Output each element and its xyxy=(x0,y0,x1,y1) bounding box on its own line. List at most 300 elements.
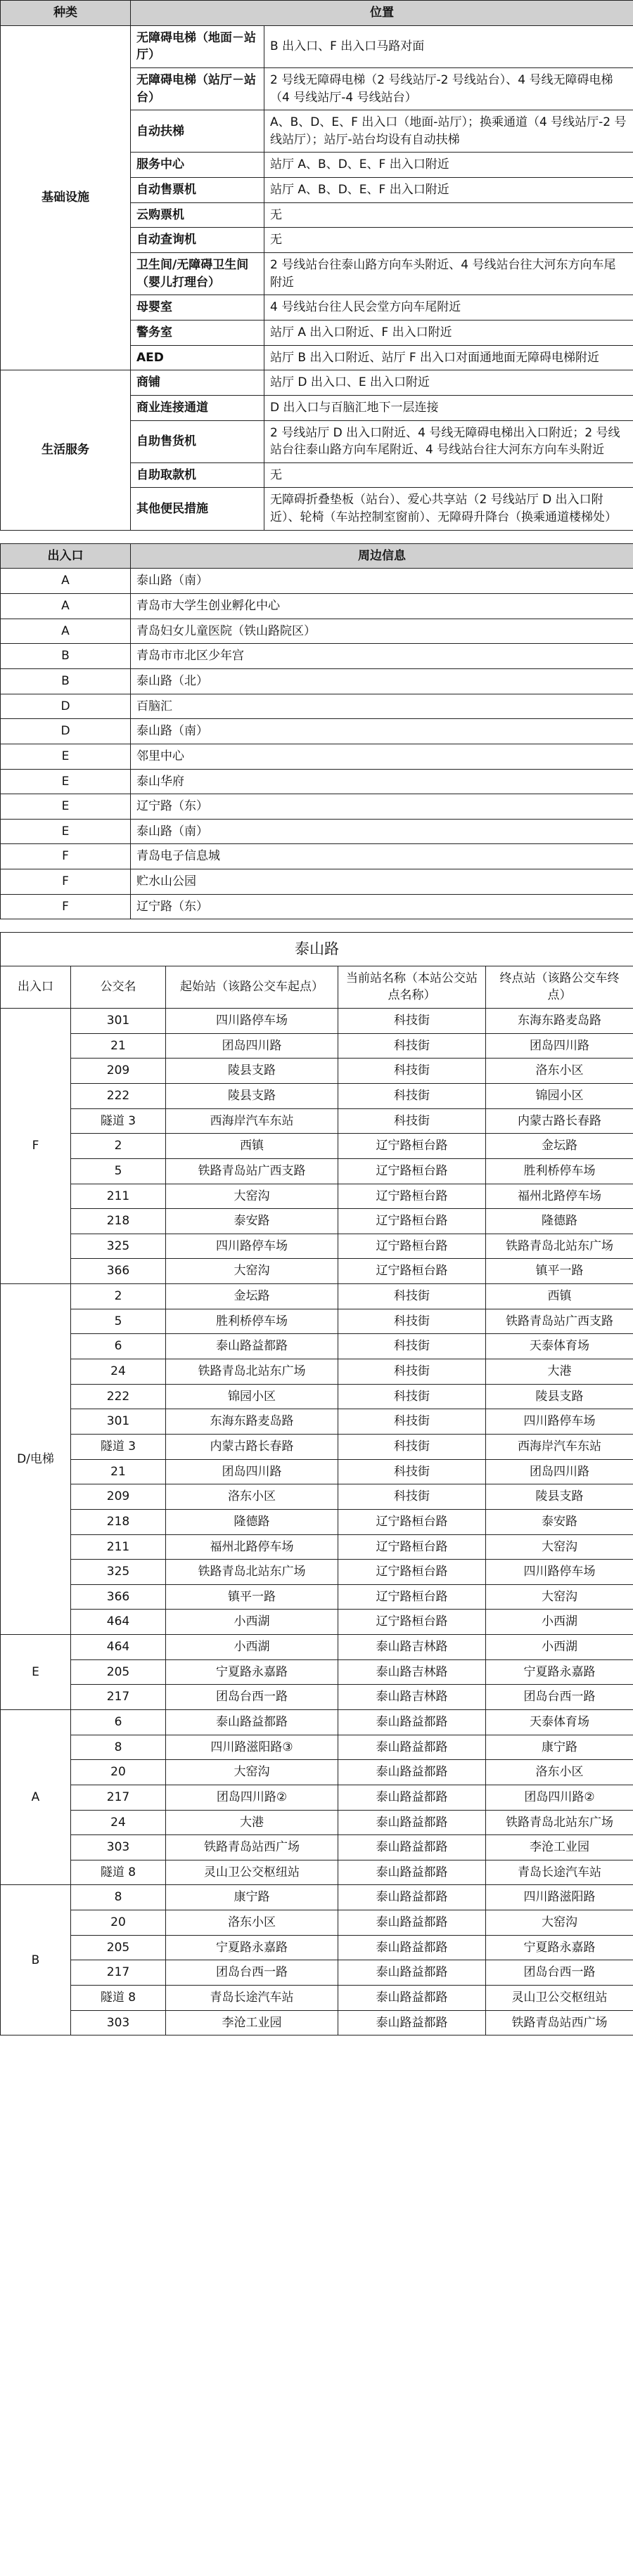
bus-start: 泰山路益都路 xyxy=(166,1710,338,1735)
bus-line: 303 xyxy=(71,2010,166,2035)
bus-end: 团岛四川路② xyxy=(486,1785,633,1810)
bus-line: 隧道 8 xyxy=(71,1986,166,2011)
facility-location: 站厅 A、B、D、E、F 出入口附近 xyxy=(264,178,633,203)
bus-end: 陵县支路 xyxy=(486,1384,633,1409)
surrounding-info: 青岛电子信息城 xyxy=(131,844,633,869)
bus-start: 青岛长途汽车站 xyxy=(166,1986,338,2011)
bus-line: 464 xyxy=(71,1635,166,1660)
bus-line: 2 xyxy=(71,1134,166,1159)
surrounding-exit: E xyxy=(1,744,131,769)
facility-name: 自助取款机 xyxy=(131,462,264,488)
spacer xyxy=(0,531,633,543)
bus-current: 泰山路益都路 xyxy=(338,1835,486,1860)
bus-header-exit: 出入口 xyxy=(1,966,71,1008)
facility-row xyxy=(1,370,633,396)
bus-row xyxy=(1,1760,633,1785)
bus-current: 科技街 xyxy=(338,1059,486,1084)
bus-end: 灵山卫公交枢纽站 xyxy=(486,1986,633,2011)
bus-current: 辽宁路桓台路 xyxy=(338,1209,486,1234)
bus-current: 科技街 xyxy=(338,1359,486,1385)
facilities-table xyxy=(0,0,633,531)
bus-row xyxy=(1,1359,633,1385)
bus-end: 四川路停车场 xyxy=(486,1409,633,1435)
bus-end: 青岛长途汽车站 xyxy=(486,1860,633,1885)
spacer xyxy=(0,919,633,932)
bus-end: 金坛路 xyxy=(486,1134,633,1159)
bus-exit: A xyxy=(1,1710,71,1885)
bus-end: 陵县支路 xyxy=(486,1484,633,1510)
bus-line: 2 xyxy=(71,1284,166,1309)
bus-start: 泰山路益都路 xyxy=(166,1334,338,1359)
bus-line: 366 xyxy=(71,1584,166,1610)
bus-row xyxy=(1,1484,633,1510)
bus-line: 303 xyxy=(71,1835,166,1860)
bus-current: 科技街 xyxy=(338,1009,486,1034)
facility-name: 自助售货机 xyxy=(131,420,264,462)
bus-current: 泰山路益都路 xyxy=(338,1735,486,1760)
surrounding-row xyxy=(1,644,633,669)
bus-exit: B xyxy=(1,1885,71,2035)
bus-start: 铁路青岛站西广场 xyxy=(166,1835,338,1860)
surrounding-exit: E xyxy=(1,794,131,820)
bus-row xyxy=(1,1134,633,1159)
bus-header-line: 公交名 xyxy=(71,966,166,1008)
facilities-header-row xyxy=(1,1,633,26)
facility-location: 站厅 B 出入口附近、站厅 F 出入口对面通地面无障碍电梯附近 xyxy=(264,345,633,370)
bus-start: 团岛四川路 xyxy=(166,1459,338,1484)
bus-line: 24 xyxy=(71,1359,166,1385)
bus-end: 四川路滋阳路 xyxy=(486,1885,633,1910)
bus-line: 222 xyxy=(71,1083,166,1108)
bus-row xyxy=(1,1635,633,1660)
bus-end: 胜利桥停车场 xyxy=(486,1158,633,1184)
surrounding-info: 泰山路（南） xyxy=(131,819,633,844)
bus-line: 211 xyxy=(71,1534,166,1560)
bus-line: 217 xyxy=(71,1785,166,1810)
surrounding-row xyxy=(1,619,633,644)
facility-name: 无障碍电梯（地面－站厅） xyxy=(131,25,264,67)
surrounding-row xyxy=(1,819,633,844)
bus-line: 301 xyxy=(71,1409,166,1435)
bus-end: 大窑沟 xyxy=(486,1910,633,1936)
facility-location: 2 号线站厅 D 出入口附近、4 号线无障碍电梯出入口附近；2 号线站台往泰山路方向车尾附近、4 号线站台往大河东方向车头附近 xyxy=(264,420,633,462)
bus-line: 366 xyxy=(71,1259,166,1284)
bus-line: 6 xyxy=(71,1710,166,1735)
facility-category: 基础设施 xyxy=(1,25,131,370)
bus-row xyxy=(1,1384,633,1409)
bus-current: 泰山路吉林路 xyxy=(338,1685,486,1710)
surrounding-row xyxy=(1,719,633,744)
bus-exit: E xyxy=(1,1635,71,1710)
header-exit: 出入口 xyxy=(1,543,131,569)
bus-line: 5 xyxy=(71,1158,166,1184)
bus-current: 泰山路益都路 xyxy=(338,1986,486,2011)
bus-end: 李沧工业园 xyxy=(486,1835,633,1860)
bus-line: 8 xyxy=(71,1885,166,1910)
surrounding-exit: F xyxy=(1,894,131,919)
bus-line: 209 xyxy=(71,1059,166,1084)
facility-location: 2 号线无障碍电梯（2 号线站厅-2 号线站台）、4 号线无障碍电梯（4 号线站厅-4 号线站台） xyxy=(264,67,633,110)
bus-start: 西海岸汽车东站 xyxy=(166,1108,338,1134)
bus-row xyxy=(1,1108,633,1134)
bus-row xyxy=(1,1835,633,1860)
bus-row xyxy=(1,2010,633,2035)
surrounding-info: 泰山路（南） xyxy=(131,719,633,744)
bus-line: 20 xyxy=(71,1760,166,1785)
header-category: 种类 xyxy=(1,1,131,26)
bus-start: 小西湖 xyxy=(166,1635,338,1660)
facility-location: B 出入口、F 出入口马路对面 xyxy=(264,25,633,67)
bus-end: 宁夏路永嘉路 xyxy=(486,1935,633,1960)
bus-row xyxy=(1,1935,633,1960)
bus-start: 四川路停车场 xyxy=(166,1009,338,1034)
bus-current: 辽宁路桓台路 xyxy=(338,1134,486,1159)
surrounding-exit: B xyxy=(1,644,131,669)
bus-line: 8 xyxy=(71,1735,166,1760)
bus-start: 团岛四川路 xyxy=(166,1033,338,1059)
bus-title: 泰山路 xyxy=(1,933,633,966)
bus-current: 辽宁路桓台路 xyxy=(338,1509,486,1534)
bus-line: 209 xyxy=(71,1484,166,1510)
bus-end: 小西湖 xyxy=(486,1610,633,1635)
surrounding-exit: F xyxy=(1,869,131,895)
surrounding-exit: E xyxy=(1,769,131,794)
surrounding-exit: E xyxy=(1,819,131,844)
bus-line: 218 xyxy=(71,1509,166,1534)
bus-line: 325 xyxy=(71,1234,166,1259)
bus-end: 康宁路 xyxy=(486,1735,633,1760)
bus-end: 洛东小区 xyxy=(486,1760,633,1785)
bus-row xyxy=(1,1960,633,1986)
bus-end: 宁夏路永嘉路 xyxy=(486,1659,633,1685)
bus-current: 泰山路益都路 xyxy=(338,1810,486,1835)
facility-name: 自动扶梯 xyxy=(131,110,264,153)
bus-line: 隧道 8 xyxy=(71,1860,166,1885)
bus-end: 团岛台西一路 xyxy=(486,1960,633,1986)
bus-current: 辽宁路桓台路 xyxy=(338,1584,486,1610)
bus-end: 小西湖 xyxy=(486,1635,633,1660)
facility-name: 卫生间/无障碍卫生间（婴儿打理台） xyxy=(131,253,264,295)
facility-category: 生活服务 xyxy=(1,370,131,530)
bus-end: 福州北路停车场 xyxy=(486,1184,633,1209)
bus-current: 泰山路益都路 xyxy=(338,1760,486,1785)
bus-row xyxy=(1,1259,633,1284)
bus-line: 222 xyxy=(71,1384,166,1409)
bus-exit: F xyxy=(1,1009,71,1284)
bus-row xyxy=(1,1033,633,1059)
facility-name: 自动售票机 xyxy=(131,178,264,203)
bus-row xyxy=(1,1610,633,1635)
surrounding-row xyxy=(1,769,633,794)
bus-start: 洛东小区 xyxy=(166,1910,338,1936)
facility-location: 无 xyxy=(264,228,633,253)
bus-start: 内蒙古路长春路 xyxy=(166,1434,338,1459)
bus-current: 泰山路益都路 xyxy=(338,1710,486,1735)
bus-current: 辽宁路桓台路 xyxy=(338,1610,486,1635)
bus-end: 四川路停车场 xyxy=(486,1560,633,1585)
surrounding-info: 青岛妇女儿童医院（铁山路院区） xyxy=(131,619,633,644)
bus-row xyxy=(1,1184,633,1209)
bus-body xyxy=(1,1009,633,2035)
bus-current: 泰山路益都路 xyxy=(338,1860,486,1885)
bus-start: 大港 xyxy=(166,1810,338,1835)
bus-line: 隧道 3 xyxy=(71,1434,166,1459)
bus-start: 陵县支路 xyxy=(166,1059,338,1084)
bus-line: 21 xyxy=(71,1459,166,1484)
bus-row xyxy=(1,1560,633,1585)
bus-current: 辽宁路桓台路 xyxy=(338,1560,486,1585)
bus-row xyxy=(1,1685,633,1710)
bus-line: 5 xyxy=(71,1309,166,1334)
bus-end: 铁路青岛北站东广场 xyxy=(486,1234,633,1259)
bus-current: 泰山路益都路 xyxy=(338,1935,486,1960)
bus-start: 团岛台西一路 xyxy=(166,1960,338,1986)
bus-start: 灵山卫公交枢纽站 xyxy=(166,1860,338,1885)
surrounding-exit: B xyxy=(1,668,131,694)
bus-start: 泰安路 xyxy=(166,1209,338,1234)
bus-end: 镇平一路 xyxy=(486,1259,633,1284)
bus-end: 洛东小区 xyxy=(486,1059,633,1084)
facility-name: 母婴室 xyxy=(131,295,264,321)
bus-start: 东海东路麦岛路 xyxy=(166,1409,338,1435)
bus-line: 21 xyxy=(71,1033,166,1059)
surrounding-info: 贮水山公园 xyxy=(131,869,633,895)
bus-current: 科技街 xyxy=(338,1033,486,1059)
bus-header-current: 当前站名称（本站公交站点名称） xyxy=(338,966,486,1008)
facility-name: 警务室 xyxy=(131,320,264,345)
bus-line: 6 xyxy=(71,1334,166,1359)
bus-start: 金坛路 xyxy=(166,1284,338,1309)
bus-end: 铁路青岛站广西支路 xyxy=(486,1309,633,1334)
facility-name: 商业连接通道 xyxy=(131,395,264,420)
surrounding-exit: A xyxy=(1,594,131,619)
bus-line: 205 xyxy=(71,1935,166,1960)
surrounding-info: 泰山路（南） xyxy=(131,569,633,594)
surrounding-info: 辽宁路（东） xyxy=(131,894,633,919)
surrounding-info: 辽宁路（东） xyxy=(131,794,633,820)
bus-end: 大港 xyxy=(486,1359,633,1385)
surrounding-exit: A xyxy=(1,569,131,594)
bus-current: 科技街 xyxy=(338,1484,486,1510)
bus-current: 辽宁路桓台路 xyxy=(338,1184,486,1209)
bus-start: 隆德路 xyxy=(166,1509,338,1534)
bus-end: 泰安路 xyxy=(486,1509,633,1534)
bus-current: 泰山路益都路 xyxy=(338,1960,486,1986)
bus-start: 福州北路停车场 xyxy=(166,1534,338,1560)
bus-current: 泰山路益都路 xyxy=(338,2010,486,2035)
bus-line: 218 xyxy=(71,1209,166,1234)
surrounding-row xyxy=(1,844,633,869)
facilities-header xyxy=(1,1,633,26)
bus-current: 泰山路益都路 xyxy=(338,1910,486,1936)
bus-row xyxy=(1,1885,633,1910)
bus-start: 锦园小区 xyxy=(166,1384,338,1409)
bus-start: 四川路停车场 xyxy=(166,1234,338,1259)
surrounding-row xyxy=(1,894,633,919)
bus-row xyxy=(1,1309,633,1334)
bus-end: 铁路青岛北站东广场 xyxy=(486,1810,633,1835)
surroundings-header-row xyxy=(1,543,633,569)
bus-row xyxy=(1,1083,633,1108)
bus-current: 科技街 xyxy=(338,1434,486,1459)
surrounding-info: 泰山华府 xyxy=(131,769,633,794)
bus-row xyxy=(1,1334,633,1359)
facility-name: 商铺 xyxy=(131,370,264,396)
header-info: 周边信息 xyxy=(131,543,633,569)
bus-line: 301 xyxy=(71,1009,166,1034)
surrounding-info: 邻里中心 xyxy=(131,744,633,769)
bus-row xyxy=(1,1059,633,1084)
bus-current: 科技街 xyxy=(338,1384,486,1409)
bus-current: 泰山路吉林路 xyxy=(338,1635,486,1660)
facility-location: 站厅 D 出入口、E 出入口附近 xyxy=(264,370,633,396)
bus-row xyxy=(1,1910,633,1936)
bus-start: 宁夏路永嘉路 xyxy=(166,1659,338,1685)
bus-end: 天泰体育场 xyxy=(486,1710,633,1735)
bus-start: 大窑沟 xyxy=(166,1760,338,1785)
facility-name: 无障碍电梯（站厅－站台） xyxy=(131,67,264,110)
bus-header-row xyxy=(1,966,633,1008)
facility-name: 服务中心 xyxy=(131,153,264,178)
bus-line: 464 xyxy=(71,1610,166,1635)
bus-start: 团岛台西一路 xyxy=(166,1685,338,1710)
bus-line: 217 xyxy=(71,1685,166,1710)
bus-row xyxy=(1,1584,633,1610)
bus-end: 西海岸汽车东站 xyxy=(486,1434,633,1459)
surrounding-exit: A xyxy=(1,619,131,644)
bus-end: 团岛四川路 xyxy=(486,1459,633,1484)
bus-row xyxy=(1,1659,633,1685)
surrounding-row xyxy=(1,569,633,594)
bus-row xyxy=(1,1710,633,1735)
surrounding-exit: F xyxy=(1,844,131,869)
facility-location: 4 号线站台往人民会堂方向车尾附近 xyxy=(264,295,633,321)
facility-location: A、B、D、E、F 出入口（地面-站厅）；换乘通道（4 号线站厅-2 号线站厅）；站厅-站台均设有自动扶梯 xyxy=(264,110,633,153)
bus-row xyxy=(1,1785,633,1810)
bus-current: 辽宁路桓台路 xyxy=(338,1234,486,1259)
bus-current: 科技街 xyxy=(338,1284,486,1309)
facility-location: 无 xyxy=(264,202,633,228)
bus-end: 内蒙古路长春路 xyxy=(486,1108,633,1134)
bus-start: 西镇 xyxy=(166,1134,338,1159)
bus-row xyxy=(1,1509,633,1534)
surroundings-body xyxy=(1,569,633,919)
bus-row xyxy=(1,1860,633,1885)
bus-row xyxy=(1,1409,633,1435)
surroundings-table xyxy=(0,543,633,920)
surrounding-info: 青岛市大学生创业孵化中心 xyxy=(131,594,633,619)
bus-row xyxy=(1,1986,633,2011)
bus-end: 铁路青岛站西广场 xyxy=(486,2010,633,2035)
bus-end: 团岛台西一路 xyxy=(486,1685,633,1710)
bus-row xyxy=(1,1810,633,1835)
bus-current: 辽宁路桓台路 xyxy=(338,1259,486,1284)
bus-end: 大窑沟 xyxy=(486,1584,633,1610)
bus-start: 大窑沟 xyxy=(166,1259,338,1284)
facility-location: 2 号线站台往泰山路方向车头附近、4 号线站台往大河东方向车尾附近 xyxy=(264,253,633,295)
bus-end: 西镇 xyxy=(486,1284,633,1309)
bus-start: 铁路青岛站广西支路 xyxy=(166,1158,338,1184)
surrounding-row xyxy=(1,694,633,719)
bus-row xyxy=(1,1534,633,1560)
facility-name: AED xyxy=(131,345,264,370)
bus-current: 科技街 xyxy=(338,1108,486,1134)
bus-start: 镇平一路 xyxy=(166,1584,338,1610)
bus-row xyxy=(1,1459,633,1484)
header-location: 位置 xyxy=(131,1,633,26)
bus-current: 辽宁路桓台路 xyxy=(338,1534,486,1560)
bus-line: 24 xyxy=(71,1810,166,1835)
bus-title-row xyxy=(1,933,633,966)
facilities-body xyxy=(1,25,633,530)
facility-location: 站厅 A、B、D、E、F 出入口附近 xyxy=(264,153,633,178)
bus-end: 东海东路麦岛路 xyxy=(486,1009,633,1034)
surrounding-row xyxy=(1,594,633,619)
bus-start: 铁路青岛北站东广场 xyxy=(166,1560,338,1585)
bus-current: 泰山路吉林路 xyxy=(338,1659,486,1685)
facility-location: D 出入口与百脑汇地下一层连接 xyxy=(264,395,633,420)
facility-name: 自动查询机 xyxy=(131,228,264,253)
facility-location: 无障碍折叠垫板（站台）、爱心共享站（2 号线站厅 D 出入口附近）、轮椅（车站控制室窗前）、无障碍升降台（换乘通道楼梯处） xyxy=(264,488,633,530)
bus-line: 隧道 3 xyxy=(71,1108,166,1134)
surrounding-info: 泰山路（北） xyxy=(131,668,633,694)
bus-start: 大窑沟 xyxy=(166,1184,338,1209)
bus-line: 205 xyxy=(71,1659,166,1685)
bus-current: 科技街 xyxy=(338,1334,486,1359)
bus-current: 科技街 xyxy=(338,1459,486,1484)
bus-start: 宁夏路永嘉路 xyxy=(166,1935,338,1960)
bus-line: 211 xyxy=(71,1184,166,1209)
bus-start: 铁路青岛北站东广场 xyxy=(166,1359,338,1385)
bus-end: 天泰体育场 xyxy=(486,1334,633,1359)
bus-row xyxy=(1,1434,633,1459)
bus-current: 辽宁路桓台路 xyxy=(338,1158,486,1184)
surrounding-row xyxy=(1,744,633,769)
bus-start: 胜利桥停车场 xyxy=(166,1309,338,1334)
bus-current: 泰山路益都路 xyxy=(338,1885,486,1910)
surrounding-row xyxy=(1,794,633,820)
bus-current: 科技街 xyxy=(338,1409,486,1435)
bus-header-start: 起始站（该路公交车起点） xyxy=(166,966,338,1008)
bus-exit: D/电梯 xyxy=(1,1284,71,1635)
bus-end: 团岛四川路 xyxy=(486,1033,633,1059)
facility-location: 站厅 A 出入口附近、F 出入口附近 xyxy=(264,320,633,345)
bus-header-end: 终点站（该路公交车终点） xyxy=(486,966,633,1008)
bus-line: 20 xyxy=(71,1910,166,1936)
surrounding-row xyxy=(1,869,633,895)
bus-start: 康宁路 xyxy=(166,1885,338,1910)
bus-end: 大窑沟 xyxy=(486,1534,633,1560)
bus-table xyxy=(0,932,633,2035)
bus-end: 隆德路 xyxy=(486,1209,633,1234)
bus-start: 四川路滋阳路③ xyxy=(166,1735,338,1760)
bus-line: 325 xyxy=(71,1560,166,1585)
bus-row xyxy=(1,1158,633,1184)
bus-current: 科技街 xyxy=(338,1309,486,1334)
surrounding-info: 百脑汇 xyxy=(131,694,633,719)
surrounding-exit: D xyxy=(1,719,131,744)
facility-name: 其他便民措施 xyxy=(131,488,264,530)
bus-row xyxy=(1,1735,633,1760)
surrounding-info: 青岛市市北区少年宫 xyxy=(131,644,633,669)
bus-start: 团岛四川路② xyxy=(166,1785,338,1810)
bus-end: 锦园小区 xyxy=(486,1083,633,1108)
facility-row xyxy=(1,25,633,67)
bus-line: 217 xyxy=(71,1960,166,1986)
bus-start: 陵县支路 xyxy=(166,1083,338,1108)
bus-start: 李沧工业园 xyxy=(166,2010,338,2035)
bus-current: 科技街 xyxy=(338,1083,486,1108)
